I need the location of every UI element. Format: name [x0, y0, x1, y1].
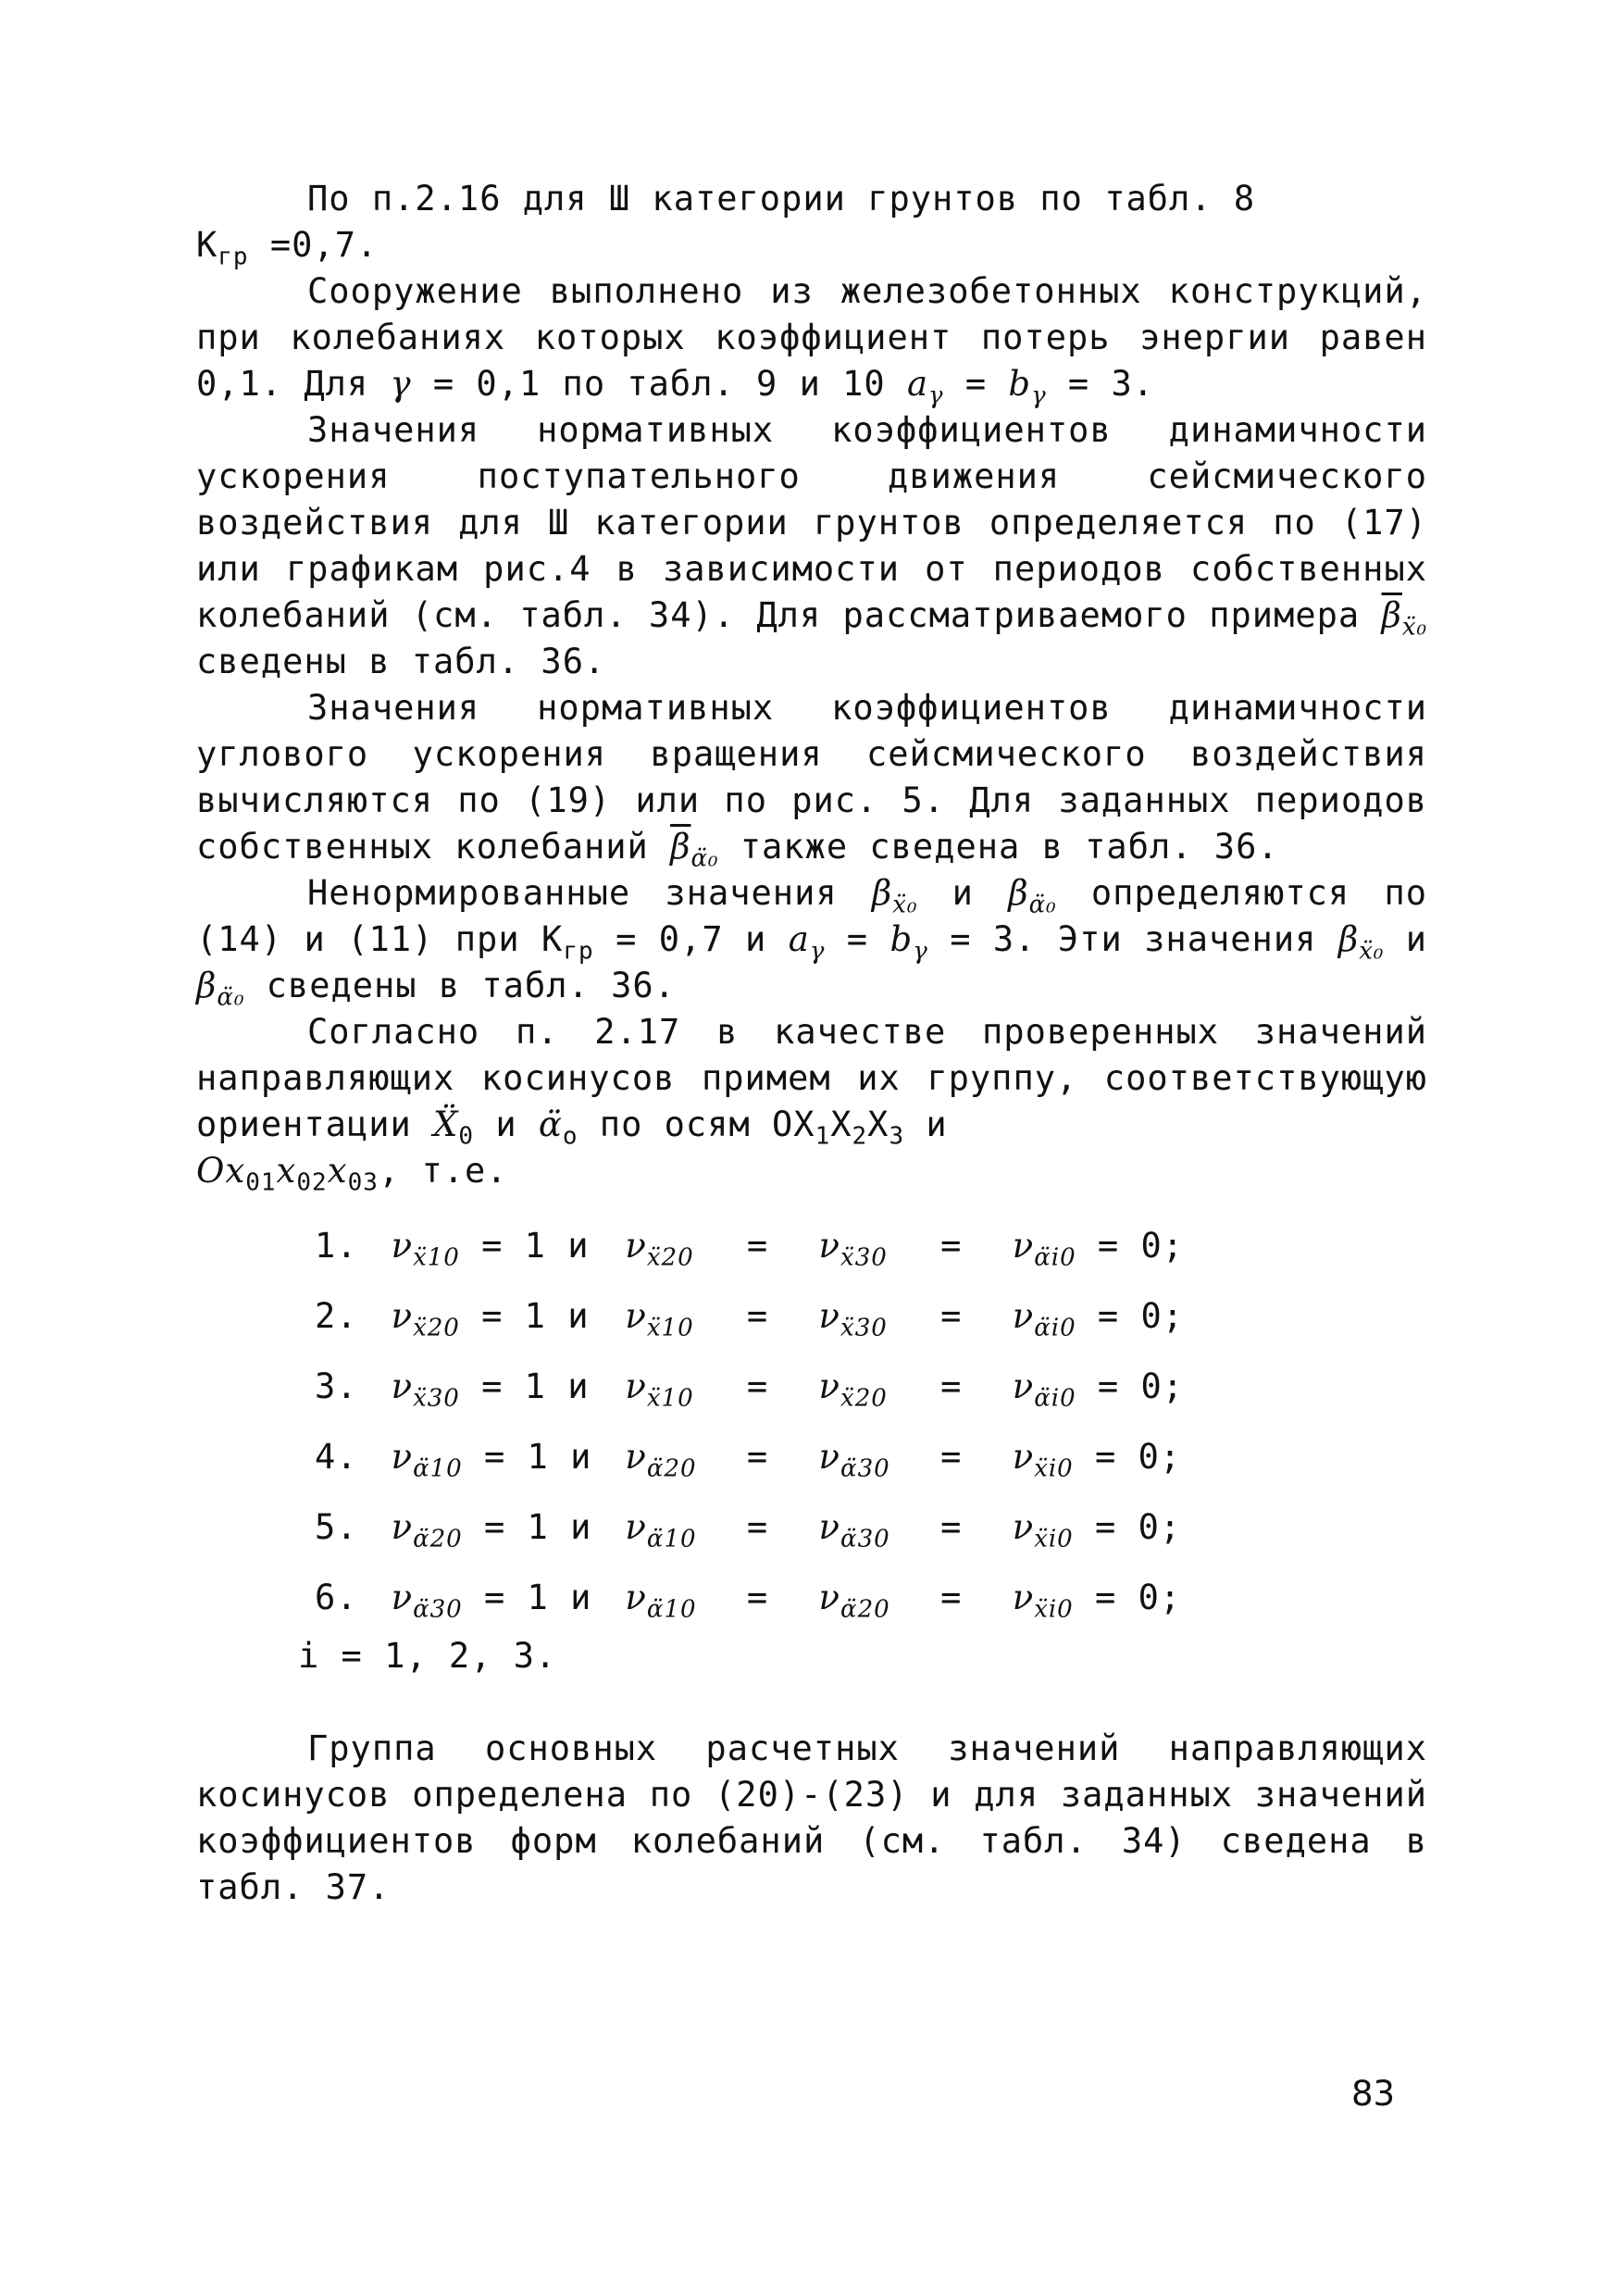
equals: = — [940, 1226, 963, 1266]
paragraph-direction-cosines — [196, 1009, 1427, 1197]
math-symbol: Ẍ — [433, 1104, 459, 1144]
nu-symbol: ν — [818, 1366, 841, 1406]
text: X — [867, 1104, 889, 1144]
equals: = — [940, 1507, 963, 1547]
math-symbol: a — [906, 364, 929, 404]
text: и — [917, 873, 1009, 913]
nu-symbol: ν — [625, 1296, 647, 1336]
page-number: 83 — [1351, 2074, 1396, 2114]
text: = 1 и — [484, 1507, 592, 1547]
text: x — [327, 1151, 348, 1191]
nu-symbol: ν — [391, 1507, 414, 1547]
text: = 1 и — [484, 1578, 592, 1617]
subscript: α̈20 — [646, 1454, 697, 1483]
cosine-row — [298, 1563, 1200, 1633]
subscript: ẍ10 — [413, 1243, 460, 1272]
text: определяются по (14) и (11) при К — [196, 873, 1428, 959]
paragraph-translational — [196, 407, 1427, 685]
equals: = — [940, 1296, 963, 1336]
subscript: ẍi0 — [1034, 1454, 1074, 1483]
text: = 3. Эти значения — [927, 919, 1338, 959]
subscript: α̈20 — [413, 1525, 463, 1554]
nu-symbol: ν — [625, 1507, 647, 1547]
nu-symbol: ν — [1012, 1578, 1035, 1617]
row-number: 3. — [315, 1366, 358, 1406]
text: , т.е. — [378, 1151, 508, 1191]
subscript: α̈i0 — [1034, 1384, 1076, 1413]
equals: = — [940, 1366, 963, 1406]
text: Сооружение выполнено из железобетонных конструкций, при колебаниях которых коэффициент потерь энергии равен 0,1. Для — [196, 271, 1427, 404]
subscript: α̈i0 — [1034, 1314, 1076, 1342]
subscript: α̈10 — [413, 1454, 463, 1483]
subscript: ẍ30 — [840, 1243, 888, 1272]
subscript: α̈10 — [646, 1595, 697, 1624]
text: = 0; — [1097, 1366, 1185, 1406]
subscript: гр — [218, 243, 249, 271]
text: = 0,1 по табл. 9 и 10 — [411, 364, 907, 404]
subscript: 01 — [245, 1168, 277, 1197]
paragraph-basic-group: Группа основных расчетных значений направляющих косинусов определена по (20)-(23) и для заданных значений коэффициентов форм колебаний (см. табл. 34) сведена в табл. 37. — [196, 1728, 1427, 1907]
row-number: 2. — [315, 1296, 358, 1336]
subscript: γ — [809, 937, 826, 966]
paragraph-structure — [196, 268, 1427, 410]
text: Ненормированные значения — [307, 873, 872, 913]
text: по осям OX — [578, 1104, 815, 1144]
text: = 1 и — [484, 1437, 592, 1477]
math-symbol: $\overline{\beta}$ — [670, 827, 691, 867]
math-symbol: β — [871, 873, 893, 913]
nu-symbol: ν — [391, 1437, 414, 1477]
text: =0,7. — [248, 225, 379, 265]
subscript: ẍ₀ — [1401, 613, 1427, 642]
text: = 3. — [1046, 364, 1155, 404]
text: = 0,7 и — [593, 919, 789, 959]
subscript: 03 — [347, 1168, 379, 1197]
cosines-rows — [298, 1211, 1200, 1633]
cosines-list — [298, 1211, 1200, 1633]
text: сведены в табл. 36. — [244, 966, 676, 1005]
math-symbol: β — [1008, 873, 1029, 913]
text: = 1 и — [481, 1366, 590, 1406]
subscript: α̈30 — [840, 1525, 890, 1554]
text: К — [196, 225, 218, 265]
subscript: 2 — [852, 1122, 868, 1151]
equals: = — [746, 1296, 769, 1336]
row-number: 5. — [315, 1507, 358, 1547]
subscript: ẍi0 — [1034, 1595, 1074, 1624]
subscript: α̈30 — [413, 1595, 463, 1624]
math-symbol: α̈ — [538, 1104, 563, 1144]
math-symbol: b — [889, 919, 914, 959]
nu-symbol: ν — [818, 1578, 841, 1617]
paragraph-soil-category — [196, 176, 1427, 271]
subscript: α̈20 — [840, 1595, 890, 1624]
equals: = — [940, 1578, 963, 1617]
nu-symbol: ν — [1012, 1507, 1035, 1547]
text: Ox — [196, 1151, 246, 1191]
row-number: 1. — [315, 1226, 358, 1266]
text: = 0; — [1095, 1437, 1182, 1477]
cosine-row — [298, 1422, 1200, 1492]
math-symbol: β — [196, 966, 218, 1005]
nu-symbol: ν — [625, 1578, 647, 1617]
nu-symbol: ν — [1012, 1437, 1035, 1477]
subscript: ẍ10 — [646, 1314, 694, 1342]
nu-symbol: ν — [391, 1366, 414, 1406]
nu-symbol: ν — [818, 1226, 841, 1266]
subscript: γ — [1031, 381, 1047, 410]
equals: = — [746, 1366, 769, 1406]
text: По п.2.16 для Ш категории грунтов по табл. 8 — [307, 179, 1256, 218]
equals: = — [746, 1437, 769, 1477]
subscript: α̈₀ — [217, 983, 245, 1012]
nu-symbol: ν — [818, 1437, 841, 1477]
text: Значения нормативных коэффициентов динамичности углового ускорения вращения сейсмического воздействия вычисляются по (19) или по рис. 5. Для заданных периодов собственных колебаний — [196, 688, 1427, 867]
row-number: 4. — [315, 1437, 358, 1477]
nu-symbol: ν — [818, 1507, 841, 1547]
row-number: 6. — [315, 1578, 358, 1617]
math-symbol: b — [1008, 364, 1032, 404]
nu-symbol: ν — [1012, 1366, 1035, 1406]
math-symbol: $\overline{\beta}$ — [1381, 595, 1402, 635]
paragraph-angular — [196, 685, 1427, 873]
nu-symbol: ν — [1012, 1296, 1035, 1336]
subscript: ẍ₀ — [1359, 937, 1385, 966]
nu-symbol: ν — [625, 1437, 647, 1477]
subscript: ẍ20 — [413, 1314, 460, 1342]
cosine-row — [298, 1211, 1200, 1281]
equals: = — [746, 1226, 769, 1266]
cosine-row — [298, 1492, 1200, 1563]
subscript: ẍ20 — [646, 1243, 694, 1272]
cosine-row — [298, 1352, 1200, 1422]
index-range: i = 1, 2, 3. — [298, 1636, 557, 1676]
text: X — [830, 1104, 852, 1144]
text: = 0; — [1095, 1507, 1182, 1547]
text: = 1 и — [481, 1296, 590, 1336]
text: = 0; — [1097, 1226, 1185, 1266]
subscript: ẍi0 — [1034, 1525, 1074, 1554]
subscript: γ — [913, 937, 928, 966]
subscript: 1 — [815, 1122, 831, 1151]
nu-symbol: ν — [818, 1296, 841, 1336]
text: x — [276, 1151, 297, 1191]
subscript: ẍ₀ — [892, 891, 918, 919]
subscript: ẍ30 — [840, 1314, 888, 1342]
text: Значения нормативных коэффициентов динамичности ускорения поступательного движения сейсмического воздействия для Ш категории грунтов определяется по (17) или графикам рис.4 в зависимости от периодов собственных колебаний (см. табл. 34). Для рассматриваемого примера — [196, 410, 1427, 635]
equals: = — [746, 1578, 769, 1617]
subscript: α̈₀ — [690, 844, 719, 873]
subscript: ẍ20 — [840, 1384, 888, 1413]
text: Согласно п. 2.17 в качестве проверенных значений направляющих косинусов примем их группу, соответствующую ориентации — [196, 1012, 1427, 1144]
text: = 0; — [1097, 1296, 1185, 1336]
subscript: гр — [563, 937, 594, 966]
text: и — [1384, 919, 1428, 959]
math-symbol: γ — [390, 364, 412, 404]
subscript: α̈30 — [840, 1454, 890, 1483]
subscript: γ — [928, 381, 944, 410]
document-body — [196, 176, 1427, 1911]
nu-symbol: ν — [625, 1226, 647, 1266]
subscript: 0 — [458, 1122, 475, 1151]
nu-symbol: ν — [1012, 1226, 1035, 1266]
subscript: ẍ10 — [646, 1384, 694, 1413]
equals: = — [940, 1437, 963, 1477]
nu-symbol: ν — [391, 1296, 414, 1336]
subscript: 3 — [889, 1122, 905, 1151]
equals: = — [746, 1507, 769, 1547]
subscript: α̈i0 — [1034, 1243, 1076, 1272]
cosine-row — [298, 1281, 1200, 1352]
math-symbol: β — [1337, 919, 1360, 959]
nu-symbol: ν — [391, 1226, 414, 1266]
text: также сведена в табл. 36. — [718, 827, 1279, 867]
subscript: α̈₀ — [1028, 891, 1057, 919]
subscript: 02 — [296, 1168, 328, 1197]
math-symbol: a — [788, 919, 810, 959]
text: сведены в табл. 36. — [196, 642, 606, 681]
text: = 0; — [1095, 1578, 1182, 1617]
subscript: α̈10 — [646, 1525, 697, 1554]
paragraph-unnormalized — [196, 870, 1428, 1012]
text: и — [474, 1104, 539, 1144]
text: = — [943, 364, 1009, 404]
subscript: ẍ30 — [413, 1384, 460, 1413]
text: = — [825, 919, 890, 959]
nu-symbol: ν — [391, 1578, 414, 1617]
text: = 1 и — [481, 1226, 590, 1266]
nu-symbol: ν — [625, 1366, 647, 1406]
text: и — [904, 1104, 948, 1144]
subscript: o — [562, 1122, 578, 1151]
